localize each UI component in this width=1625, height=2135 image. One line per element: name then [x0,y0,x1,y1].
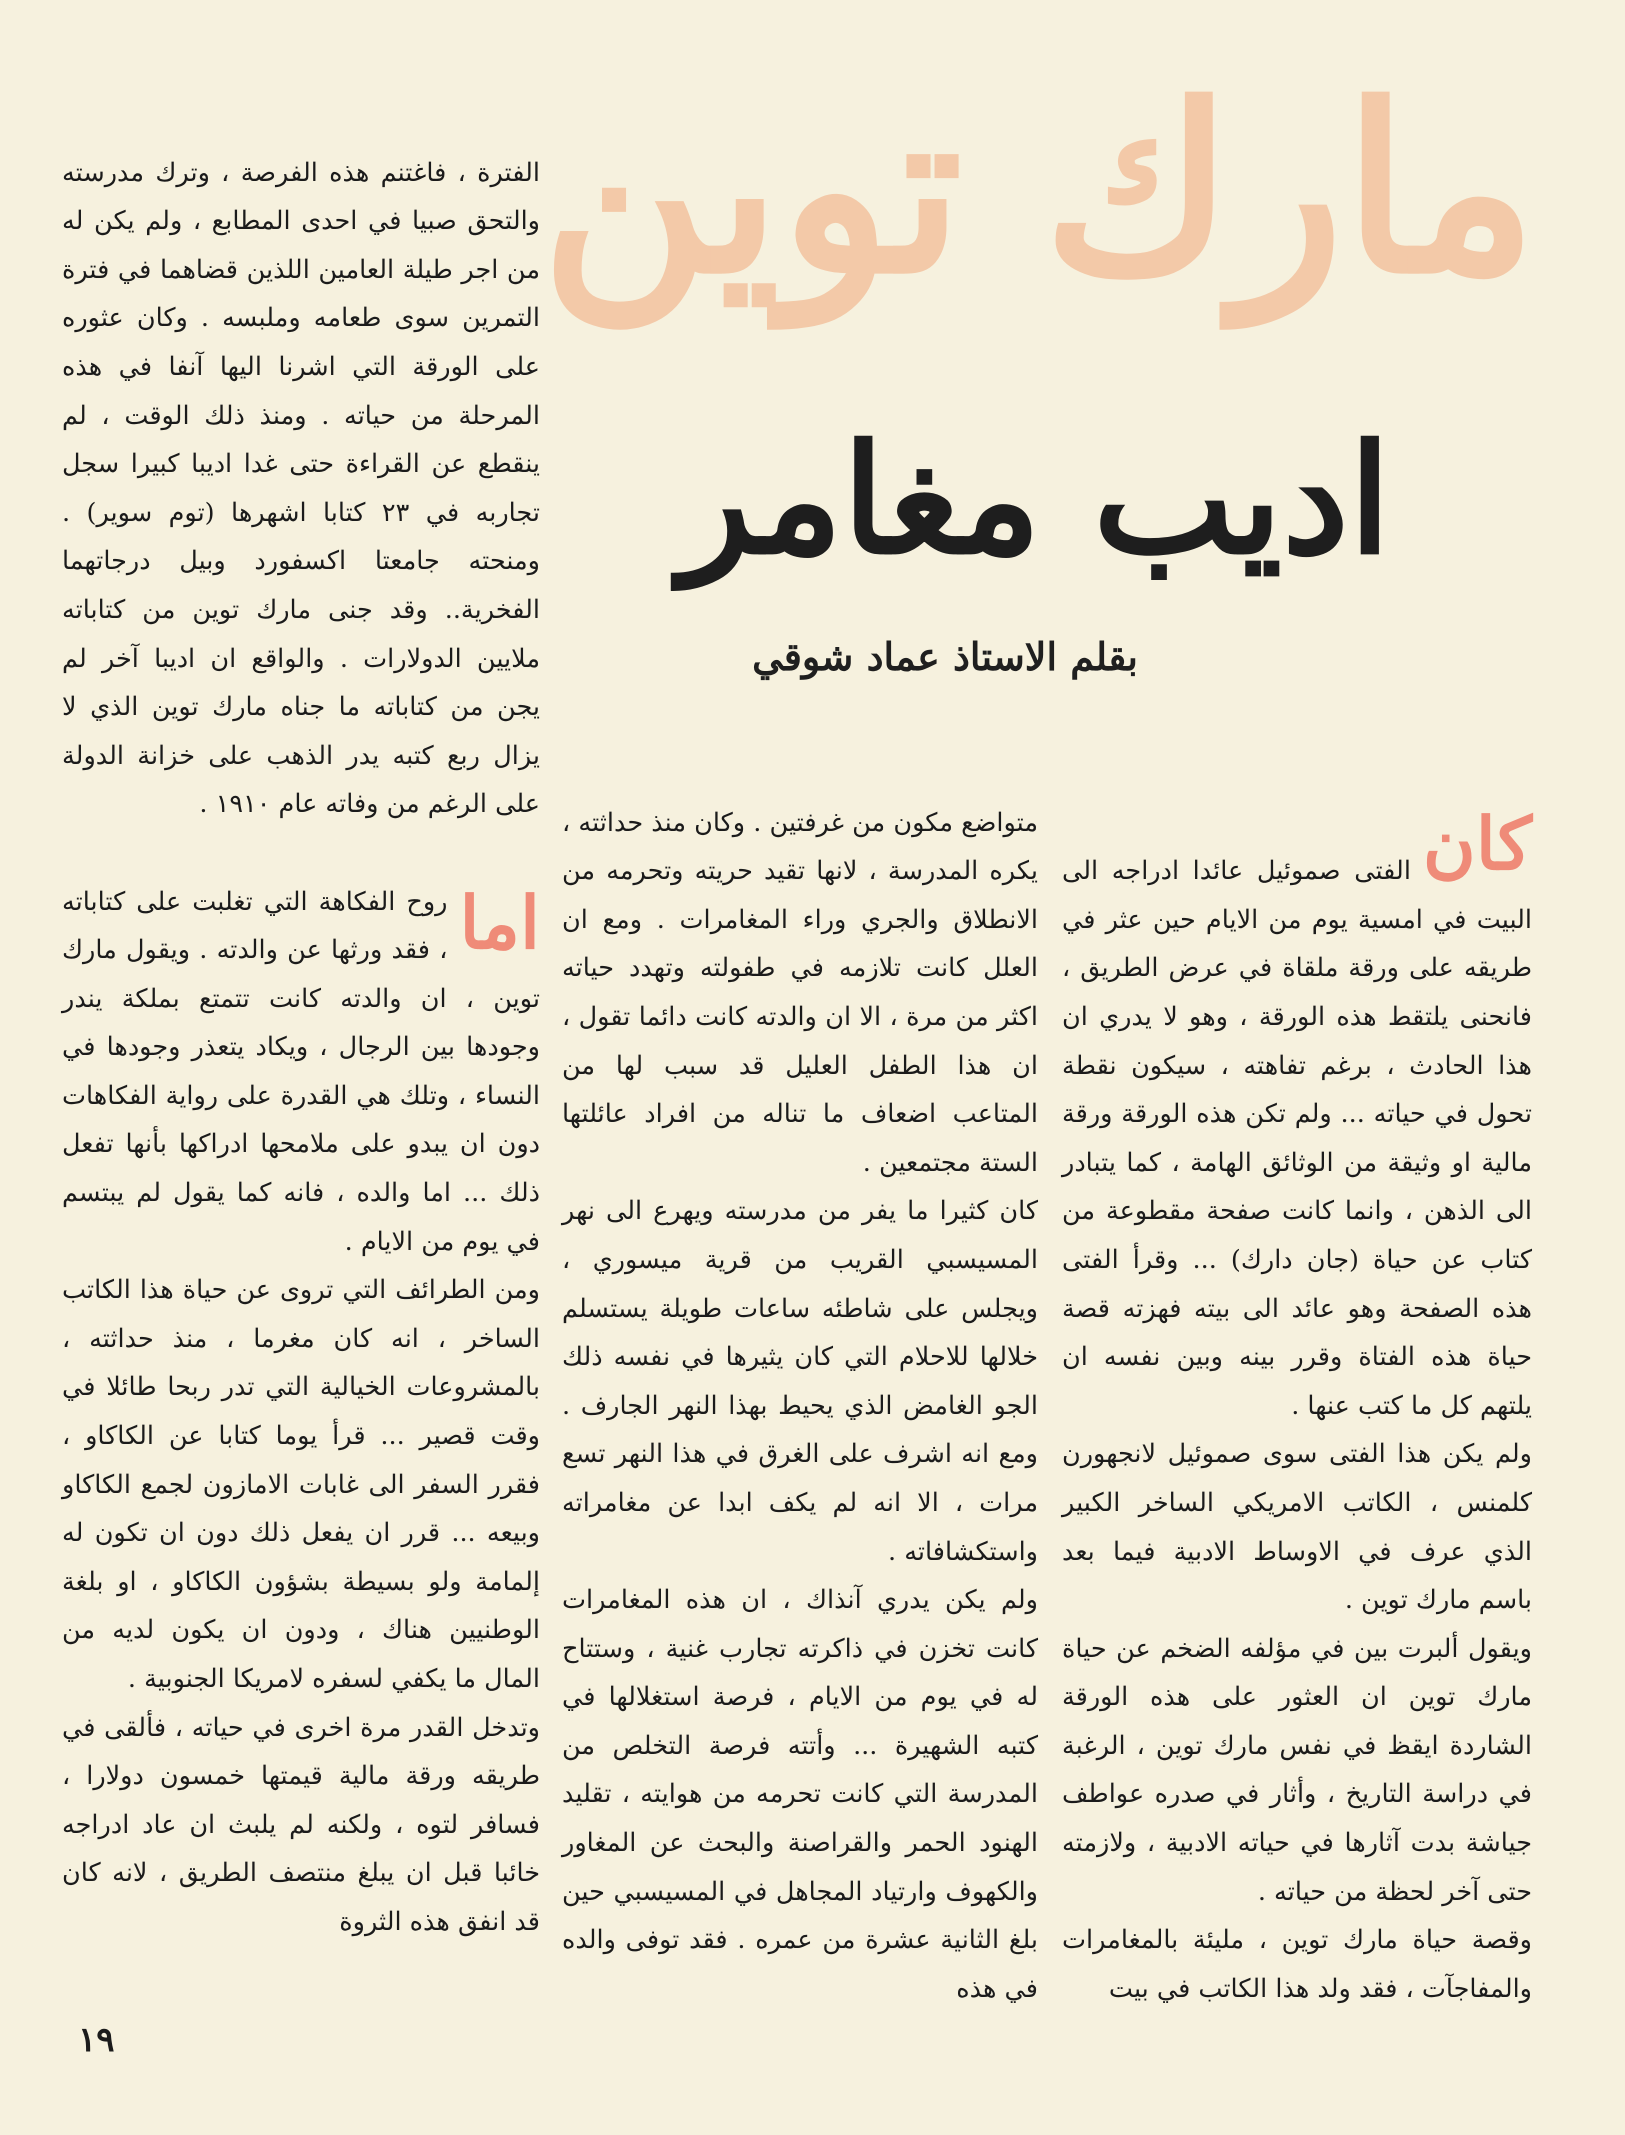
text-column-right [1062,750,1532,2013]
dropcap-amma: اما [459,879,540,965]
column-middle-text: متواضع مكون من غرفتين . وكان منذ حداثته ، يكره المدرسة ، لانها تقيد حريته وتحرمه من الانطلاق والجري وراء المغامرات . ومع ان العلل كانت تلازمه في طفولته وتهدد حياته اكثر من مرة ، الا ان والدته كانت دائما تقول ، ان هذا الطفل العليل قد سبب لها من المتاعب اضعاف ما تناله من افراد عائلتها الستة مجتمعين . كان كثيرا ما يفر من مدرسته ويهرع الى نهر المسيسبي القريب من قرية ميسوري ، ويجلس على شاطئه ساعات طويلة يستسلم خلالها للاحلام التي كان يثيرها في نفسه ذلك الجو الغامض الذي يحيط بهذا النهر الجارف . ومع انه اشرف على الغرق في هذا النهر تسع مرات ، الا انه لم يكف ابدا عن مغامراته واستكشافاته . ولم يكن يدري آنذاك ، ان هذه المغامرات كانت تخزن في ذاكرته تجارب غنية ، وستتاح له في يوم من الايام ، فرصة استغلالها في كتبه الشهيرة ... وأتته فرصة التخلص من المدرسة التي كانت تحرمه من هوايته ، تقليد الهنود الحمر والقراصنة والبحث عن المغاور والكهوف وارتياد المجاهل في المسيسبي حين بلغ الثانية عشرة من عمره . فقد توفى والده في هذه [562,807,1038,2004]
article-byline: بقلم الاستاذ عماد شوقي [752,634,1138,679]
article-subtitle: اديب مغامر [679,412,1391,588]
dropcap-kana: كان [1422,800,1532,886]
page-number: ١٩ [78,2020,115,2060]
column-right-text: الفتى صموئيل عائدا ادراجه الى البيت في امسية يوم من الايام حين عثر في طريقه على ورقة ملقاة في عرض الطريق ، فانحنى يلتقط هذه الورقة ، وهو لا يدري ان هذا الحادث ، برغم تفاهته ، سيكون نقطة تحول في حياته ... ولم تكن هذه الورقة ورقة مالية او وثيقة من الوثائق الهامة ، كما يتبادر الى الذهن ، وانما كانت صفحة مقطوعة من كتاب عن حياة (جان دارك) ... وقرأ الفتى هذه الصفحة وهو عائد الى بيته فهزته قصة حياة هذه الفتاة وقرر بينه وبين نفسه ان يلتهم كل ما كتب عنها . ولم يكن هذا الفتى سوى صموئيل لانجهورن كلمنس ، الكاتب الامريكي الساخر الكبير الذي عرف في الاوساط الادبية فيما بعد باسم مارك توين . ويقول ألبرت بين في مؤلفه الضخم عن حياة مارك توين ان العثور على هذه الورقة الشاردة ايقظ في نفس مارك توين ، الرغبة في دراسة التاريخ ، وأثار في صدره عواطف جياشة بدت آثارها في حياته الادبية ، ولازمته حتى آخر لحظة من حياته . وقصة حياة مارك توين ، مليئة بالمغامرات والمفاجآت ، فقد ولد هذا الكاتب في بيت [1062,856,1532,2004]
column-left-text-2: روح الفكاهة التي تغلبت على كتاباته ، فقد ورثها عن والدته . ويقول مارك توين ، ان والدته كانت تتمتع بملكة يندر وجودها بين الرجال ، ويكاد يتعذر وجودها في النساء ، وتلك هي القدرة على رواية الفكاهات دون ان يبدو على ملامحها ادراكها بأنها تفعل ذلك ... اما والده ، فانه كما يقول لم يبتسم في يوم من الايام . ومن الطرائف التي تروى عن حياة هذا الكاتب الساخر ، انه كان مغرما ، منذ حداثته ، بالمشروعات الخيالية التي تدر ربحا طائلا في وقت قصير ... قرأ يوما كتابا عن الكاكاو ، فقرر السفر الى غابات الامازون لجمع الكاكاو وبيعه ... قرر ان يفعل ذلك دون ان تكون له إلمامة ولو بسيطة بشؤون الكاكاو ، او بلغة الوطنيين هناك ، ودون ان يكون لديه من المال ما يكفي لسفره لامريكا الجنوبية . وتدخل القدر مرة اخرى في حياته ، فألقى في طريقه ورقة مالية قيمتها خمسون دولارا ، فسافر لتوه ، ولكنه لم يلبث ان عاد ادراجه خائبا قبل ان يبلغ منتصف الطريق ، لانه كان قد انفق هذه الثروة [62,886,540,1937]
text-column-left [62,100,540,1995]
text-column-middle [562,750,1038,2013]
article-title: مارك توين [541,55,1537,325]
column-left-paragraph-2 [62,878,540,1947]
column-left-paragraph-1: الفترة ، فاغتنم هذه الفرصة ، وترك مدرسته والتحق صبيا في احدى المطابع ، ولم يكن له من اجر طيلة العامين اللذين قضاهما في فترة التمرين سوى طعامه وملبسه . وكان عثوره على الورقة التي اشرنا اليها آنفا في هذه المرحلة من حياته . ومنذ ذلك الوقت ، لم ينقطع عن القراءة حتى غدا اديبا كبيرا سجل تجاربه في ٢٣ كتابا اشهرها (توم سوير) . ومنحته جامعتا اكسفورد وبيل درجاتهما الفخرية.. وقد جنى مارك توين من كتاباته ملايين الدولارات . والواقع ان اديبا آخر لم يجن من كتاباته ما جناه مارك توين الذي لا يزال ربع كتبه يدر الذهب على خزانة الدولة على الرغم من وفاته عام ١٩١٠ . [62,157,540,820]
